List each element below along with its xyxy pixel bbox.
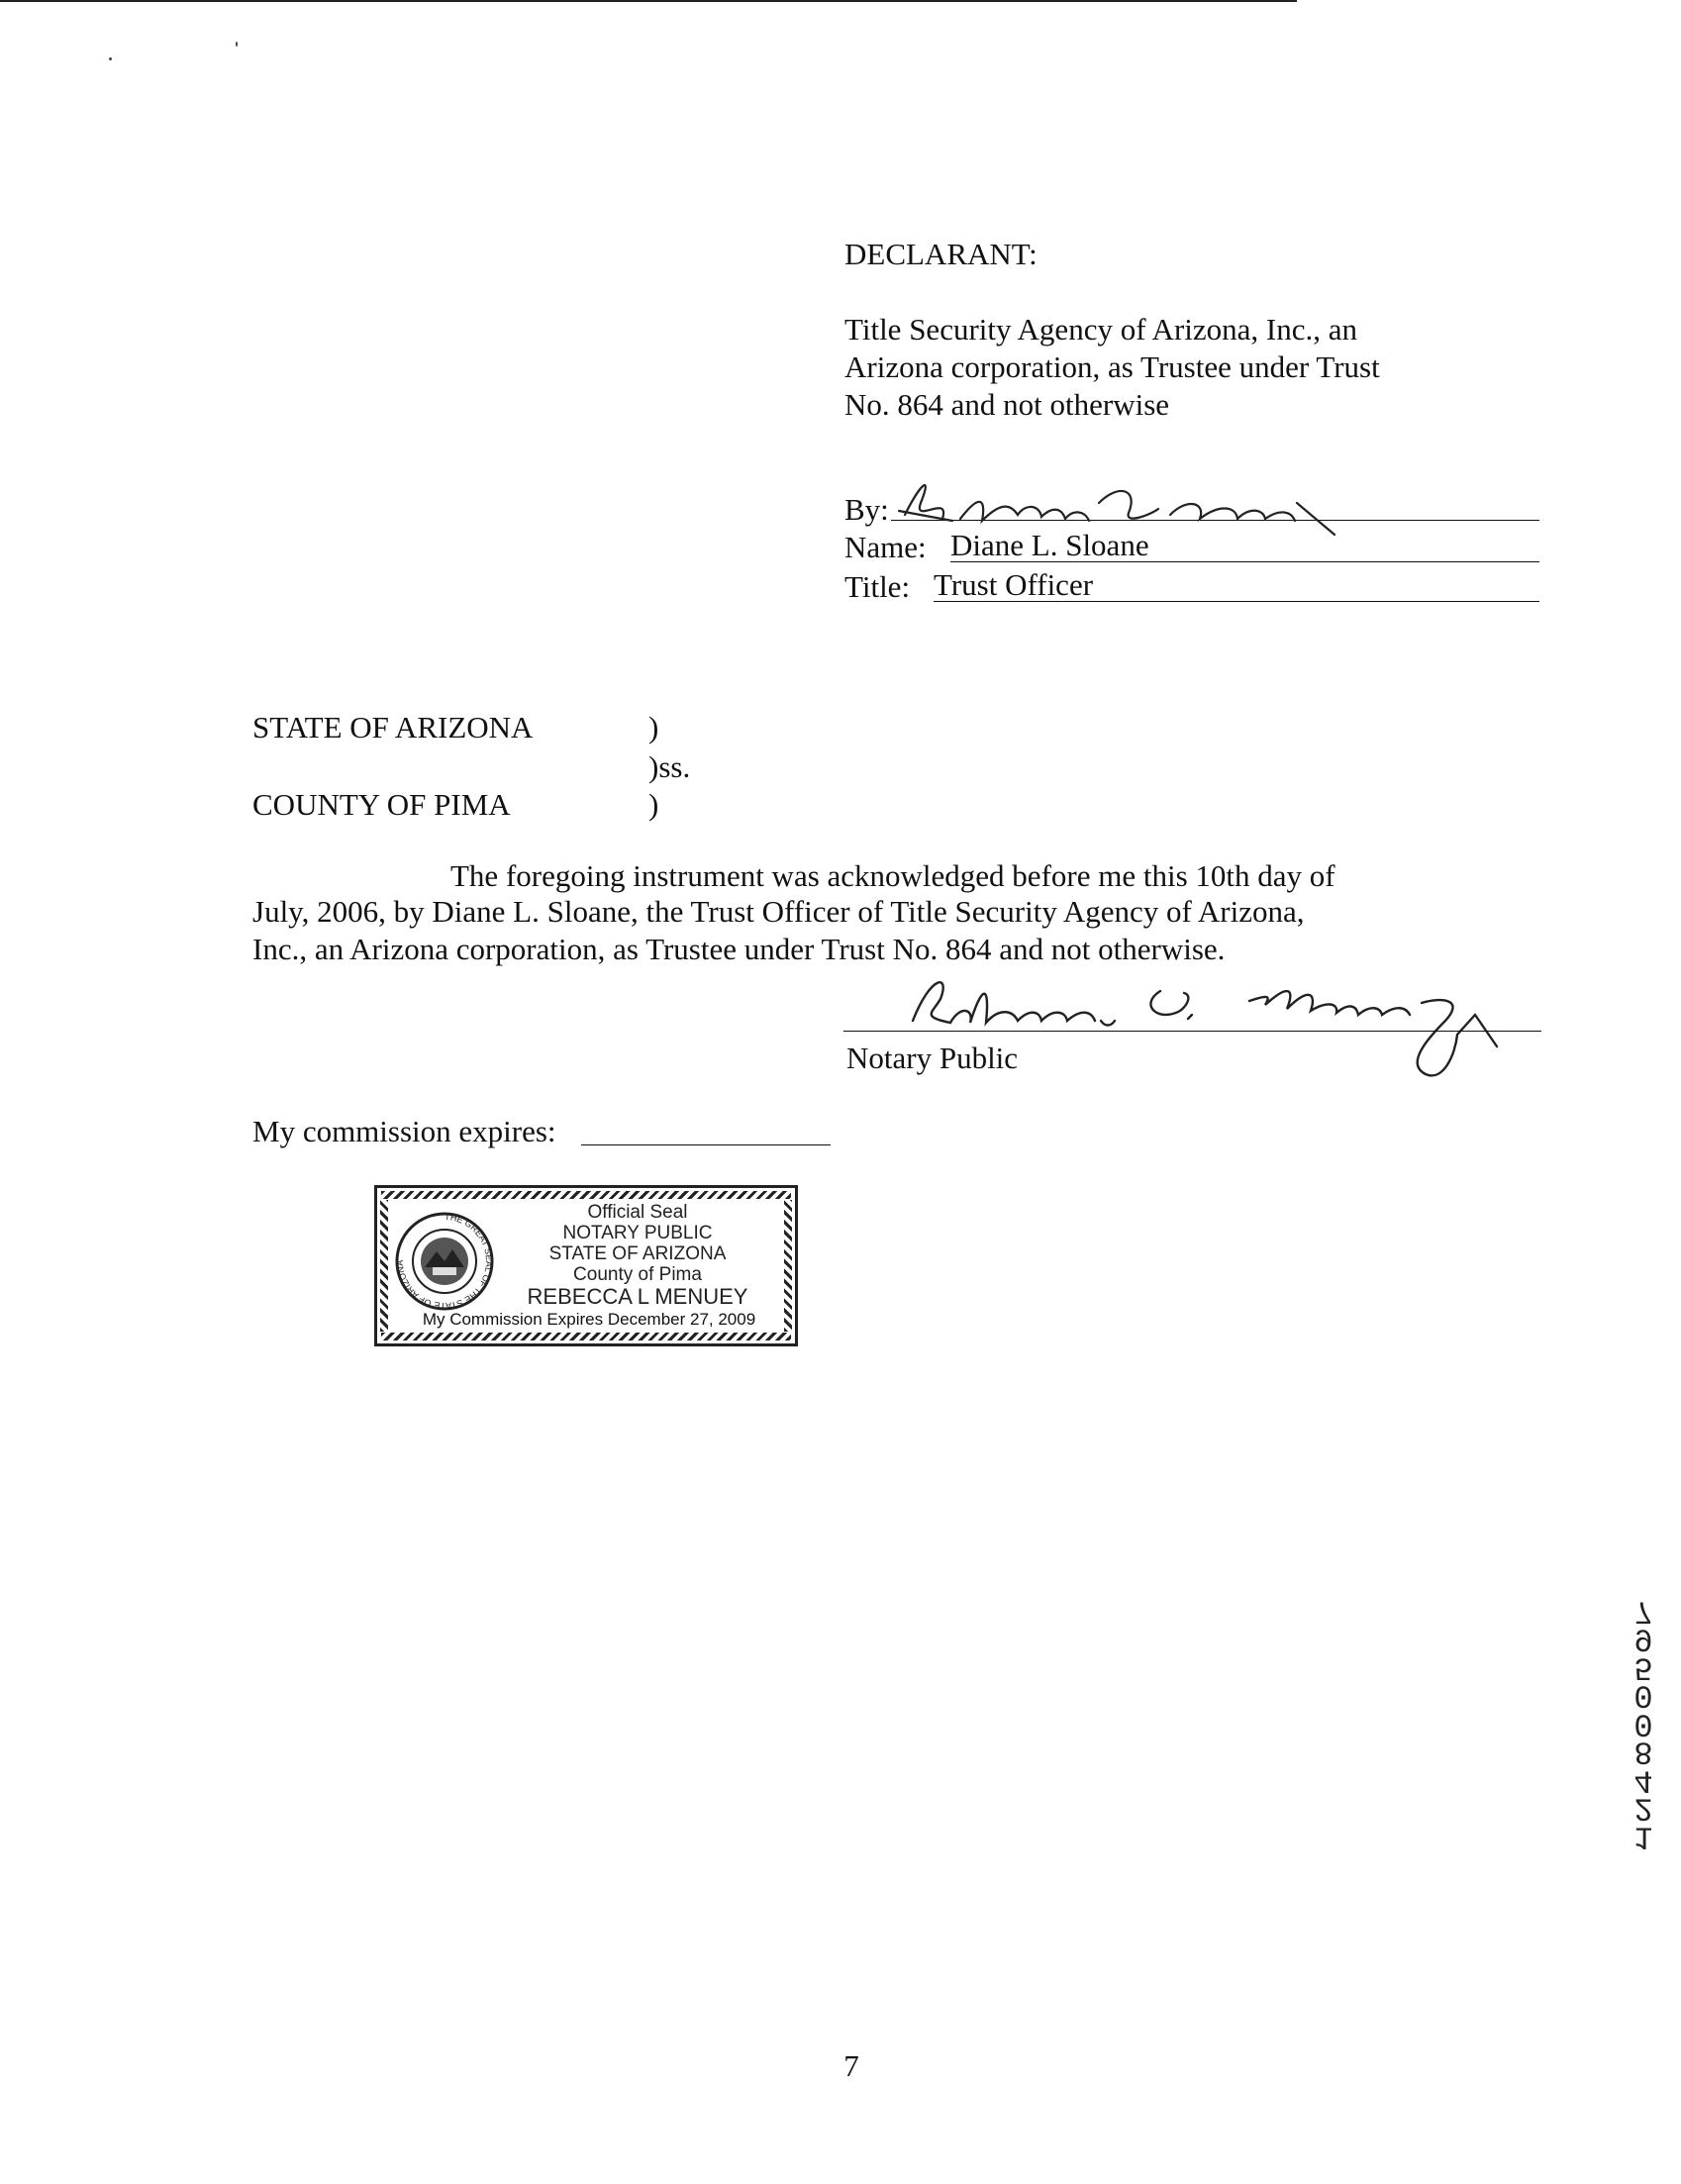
notary-signature-line — [843, 1031, 1541, 1032]
seal-line: Official Seal — [587, 1202, 688, 1223]
venue-paren: ) — [648, 710, 659, 745]
declarant-heading: DECLARANT: — [844, 237, 1038, 271]
title-field — [934, 568, 1539, 602]
scan-speck — [109, 57, 112, 60]
title-label: Title: — [844, 569, 911, 604]
name-label: Name: — [844, 530, 927, 564]
seal-commission-expiry: My Commission Expires December 27, 2009 — [422, 1310, 756, 1329]
stamp-digit: 5 — [1633, 1648, 1653, 1686]
acknowledgment-line: The foregoing instrument was acknowledged before me this 10th day of — [450, 858, 1335, 893]
stamp-digit: 2 — [1633, 1790, 1653, 1827]
name-value: Diane L. Sloane — [950, 528, 1149, 562]
by-label: By: — [844, 492, 889, 527]
seal-border — [381, 1333, 791, 1340]
seal-line: NOTARY PUBLIC — [562, 1223, 713, 1243]
stamp-digit: 9 — [1633, 1621, 1653, 1657]
page-number: 7 — [843, 2048, 859, 2083]
stamp-digit: 8 — [1633, 1734, 1653, 1770]
recording-number-digits — [1624, 1592, 1663, 1855]
title-value: Trust Officer — [934, 567, 1094, 602]
acknowledgment-line: Inc., an Arizona corporation, as Trustee under Trust No. 864 and not otherwise. — [252, 932, 1226, 966]
commission-expires-blank — [581, 1144, 831, 1145]
seal-line: County of Pima — [573, 1264, 702, 1285]
name-field — [950, 529, 1539, 562]
venue-county: COUNTY OF PIMA — [252, 787, 511, 822]
scan-speck — [236, 42, 238, 47]
stamp-digit: 4 — [1633, 1761, 1653, 1799]
stamp-digit: 0 — [1633, 1677, 1653, 1714]
declarant-entity-line: Arizona corporation, as Trustee under Trust — [844, 349, 1380, 384]
seal-border — [381, 1191, 791, 1199]
stamp-digit: 0 — [1633, 1705, 1653, 1742]
venue-ss: )ss. — [648, 749, 691, 784]
seal-text-block — [494, 1202, 781, 1308]
stamp-digit: 7 — [1633, 1592, 1653, 1630]
commission-expires-label: My commission expires: — [252, 1114, 556, 1148]
seal-line: REBECCA L MENUEY — [527, 1284, 748, 1309]
arizona-state-seal-icon — [393, 1208, 496, 1315]
seal-line: STATE OF ARIZONA — [548, 1243, 727, 1264]
venue-state: STATE OF ARIZONA — [252, 710, 534, 745]
seal-border — [784, 1200, 792, 1332]
top-border-line — [0, 0, 1297, 2]
declarant-entity-line: Title Security Agency of Arizona, Inc., an — [844, 312, 1357, 347]
seal-border — [380, 1200, 388, 1332]
acknowledgment-line: July, 2006, by Diane L. Sloane, the Trust Officer of Title Security Agency of Arizona, — [252, 894, 1305, 929]
notary-public-label: Notary Public — [846, 1041, 1019, 1075]
venue-paren: ) — [648, 787, 659, 822]
declarant-entity-line: No. 864 and not otherwise — [844, 387, 1170, 422]
recording-number-stamp — [1624, 1592, 1663, 1855]
stamp-digit: 1 — [1633, 1818, 1653, 1855]
seal-ring-text: THE GREAT SEAL OF THE STATE OF ARIZONA — [394, 1211, 495, 1312]
notary-seal-stamp — [374, 1185, 798, 1346]
